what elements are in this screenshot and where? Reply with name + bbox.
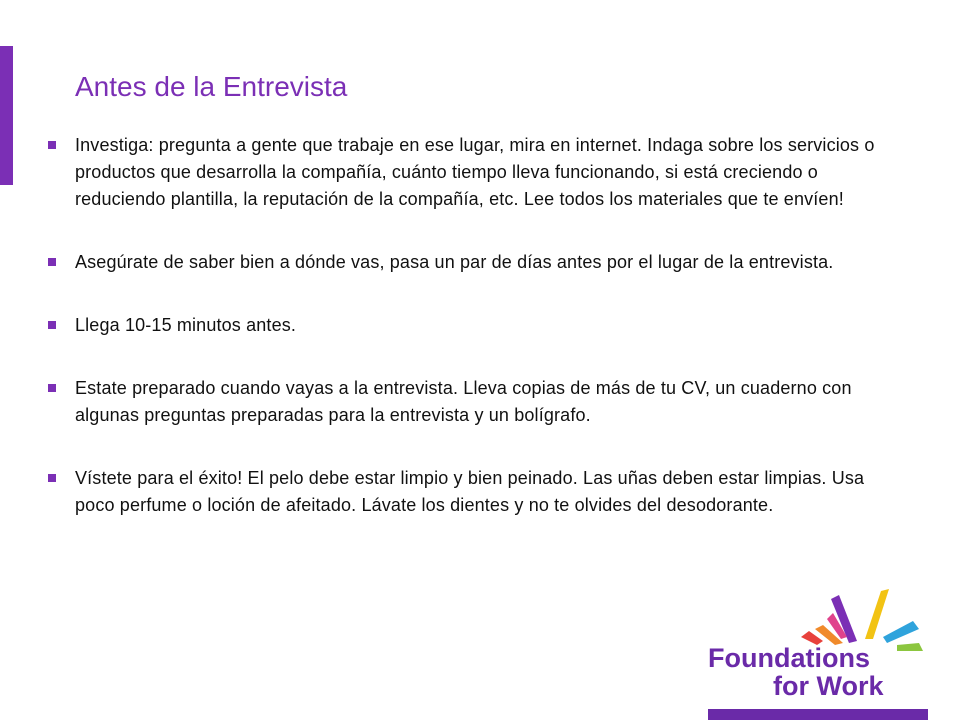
square-bullet-icon [48,384,56,392]
ray-green [897,643,923,651]
bullet-item [48,312,878,339]
bullet-item [48,375,878,429]
bullet-list [48,132,878,519]
square-bullet-icon [48,141,56,149]
accent-bar [0,46,13,185]
bullet-text: Estate preparado cuando vayas a la entrevista. Lleva copias de más de tu CV, un cuaderno con algunas preguntas preparadas para la entrevista y un bolígrafo. [75,378,852,425]
slide-title: Antes de la Entrevista [75,71,348,102]
bullet-item [48,132,878,213]
square-bullet-icon [48,258,56,266]
square-bullet-icon [48,321,56,329]
bullet-text: Asegúrate de saber bien a dónde vas, pasa un par de días antes por el lugar de la entrevista. [75,252,834,272]
bullet-text: Investiga: pregunta a gente que trabaje en ese lugar, mira en internet. Indaga sobre los servicios o productos que desarrolla la compañía, cuánto tiempo lleva funcionando, si está creciendo o reduciendo plantilla, la reputación de la compañía, etc. Lee todos los materiales que te envíen! [75,135,875,209]
bullet-text: Llega 10-15 minutos antes. [75,315,297,335]
foundations-for-work-logo [705,585,935,720]
logo-line2: for Work [773,671,884,701]
bullet-text: Vístete para el éxito! El pelo debe estar limpio y bien peinado. Las uñas deben estar limpias. Usa poco perfume o loción de afeitado. Lávate los dientes y no te olvides del desodorante. [75,468,865,515]
ray-yellow [865,589,889,639]
logo-underline [708,709,928,720]
bullet-item [48,465,878,519]
ray-blue [883,621,919,643]
square-bullet-icon [48,474,56,482]
bullet-item [48,249,878,276]
logo-line1: Foundations [708,643,870,673]
